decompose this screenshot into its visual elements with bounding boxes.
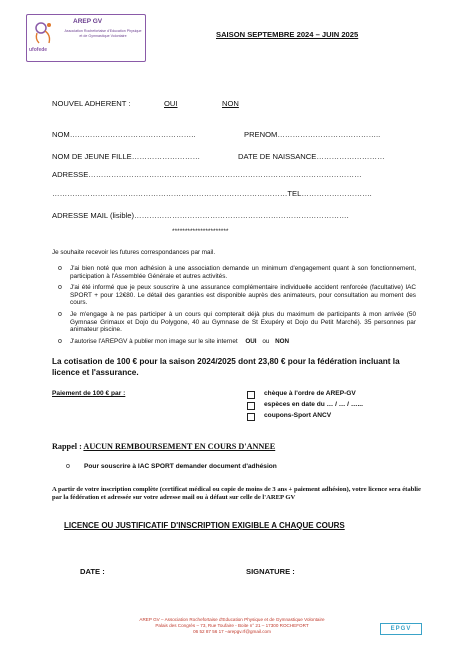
checkbox-ancv[interactable] (247, 413, 255, 421)
rappel-line (52, 442, 275, 451)
footer-address: Palais des Congrès – 73, Rue Toufaire - Boite n° 21 – 17300 ROCHEFORT (155, 623, 309, 628)
bullet-2-marker: o (58, 284, 62, 291)
checkbox-cheque[interactable] (247, 391, 255, 399)
image-consent-no[interactable]: NON (275, 338, 290, 345)
payment-label: Paiement de 100 € par : (52, 390, 126, 397)
bullet-insurance: J'ai été informé que je peux souscrire à une assurance complémentaire individuelle accident renforcée (facultative) IAC SPORT + pour 12€80. Le détail des garanties est disponible auprès des animateurs, pour consultation au moment des cours. (70, 284, 416, 307)
rappel-label: Rappel : (52, 442, 82, 451)
payment-especes: espèces en date du … / … / …... (264, 401, 363, 408)
bullet-4-marker: o (58, 338, 62, 345)
bullet-image-consent (70, 338, 289, 345)
logo-ufofede: ufofede (29, 47, 48, 53)
field-date-naissance[interactable]: DATE DE NAISSANCE……………………… (238, 152, 385, 161)
bullet-max-participants: Je m'engage à ne pas participer à un cours qui compterait déjà plus du maximum de participants à mon arrivée (50 Gymnase Grimaux et Dojo du Polygone, 40 au Gymnase de St Exupéry et Dojo du Petit Marché). 35 personnes par animateur piscine. (70, 311, 416, 334)
field-adresse-tel[interactable]: …………………………………………………………………………………TEL………………………. (52, 189, 372, 198)
iac-marker: o (66, 463, 70, 470)
bullet-3-marker: o (58, 311, 62, 318)
iac-note: Pour souscrire à IAC SPORT demander document d'adhésion (84, 463, 277, 470)
separator-stars: ********************** (172, 228, 229, 235)
season-title: SAISON SEPTEMBRE 2024 – JUIN 2025 (216, 30, 359, 39)
image-consent-text: J'autorise l'AREPGV à publier mon image sur le site internet (70, 338, 238, 345)
new-member-yes[interactable]: OUI (164, 99, 178, 108)
field-email[interactable]: ADRESSE MAIL (lisible)…………………………………………………………………………. (52, 211, 349, 220)
logo-title: AREP GV (73, 18, 103, 25)
signature-label: SIGNATURE : (246, 567, 295, 576)
footer-association: AREP GV – Association Rochefortaise d'Education Physique et de Gymnastique Volontaire (139, 617, 325, 622)
bullet-engagement: J'ai bien noté que mon adhésion à une association demande un minimum d'engagement quant à son fonctionnement, participation à l'Assemblée Générale et autres activités. (70, 265, 416, 280)
field-nom[interactable]: NOM………………………………………….. (52, 130, 196, 139)
new-member-no[interactable]: NON (222, 99, 239, 108)
logo-subtitle: Association Rochefortaise d'Education Physique et de Gymnastique Volontaire (64, 29, 142, 38)
licence-required: LICENCE OU JUSTIFICATIF D'INSCRIPTION EXIGIBLE A CHAQUE COURS (64, 521, 345, 530)
image-consent-or: ou (262, 338, 270, 345)
epgv-logo: EPGV (380, 623, 422, 635)
date-label: DATE : (80, 567, 105, 576)
rappel-text: AUCUN REMBOURSEMENT EN COURS D'ANNEE (83, 442, 276, 451)
gymnast-logo-icon (31, 19, 59, 47)
mail-preference: Je souhaite recevoir les futures correspondances par mail. (52, 249, 216, 256)
bullet-1-marker: o (58, 265, 62, 272)
cotisation-text: La cotisation de 100 € pour la saison 2024/2025 dont 23,80 € pour la fédération incluant la licence et l'assurance. (52, 357, 400, 377)
footer-contact: 06 52 87 56 17 –arepgv.rf@gmail.com (193, 629, 271, 634)
field-nom-jeune-fille[interactable]: NOM DE JEUNE FILLE……………………… (52, 152, 201, 161)
arep-gv-logo (26, 14, 146, 62)
payment-cheque: chèque à l'ordre de AREP-GV (264, 390, 356, 397)
checkbox-especes[interactable] (247, 402, 255, 410)
field-adresse[interactable]: ADRESSE……………………………………………………………………………………………… (52, 170, 362, 179)
field-prenom[interactable]: PRENOM………………………………….. (244, 130, 381, 139)
image-consent-yes[interactable]: OUI (245, 338, 257, 345)
new-member-label: NOUVEL ADHERENT : (52, 99, 131, 108)
payment-ancv: coupons-Sport ANCV (264, 412, 332, 419)
licence-note: A partir de votre inscription complète (certificat médical ou copie de moins de 3 ans + paiement adhésion), votre licence sera établie par la fédération et adressée sur votre adresse mail ou à défaut sur celle de l'AREP GV (52, 486, 421, 502)
